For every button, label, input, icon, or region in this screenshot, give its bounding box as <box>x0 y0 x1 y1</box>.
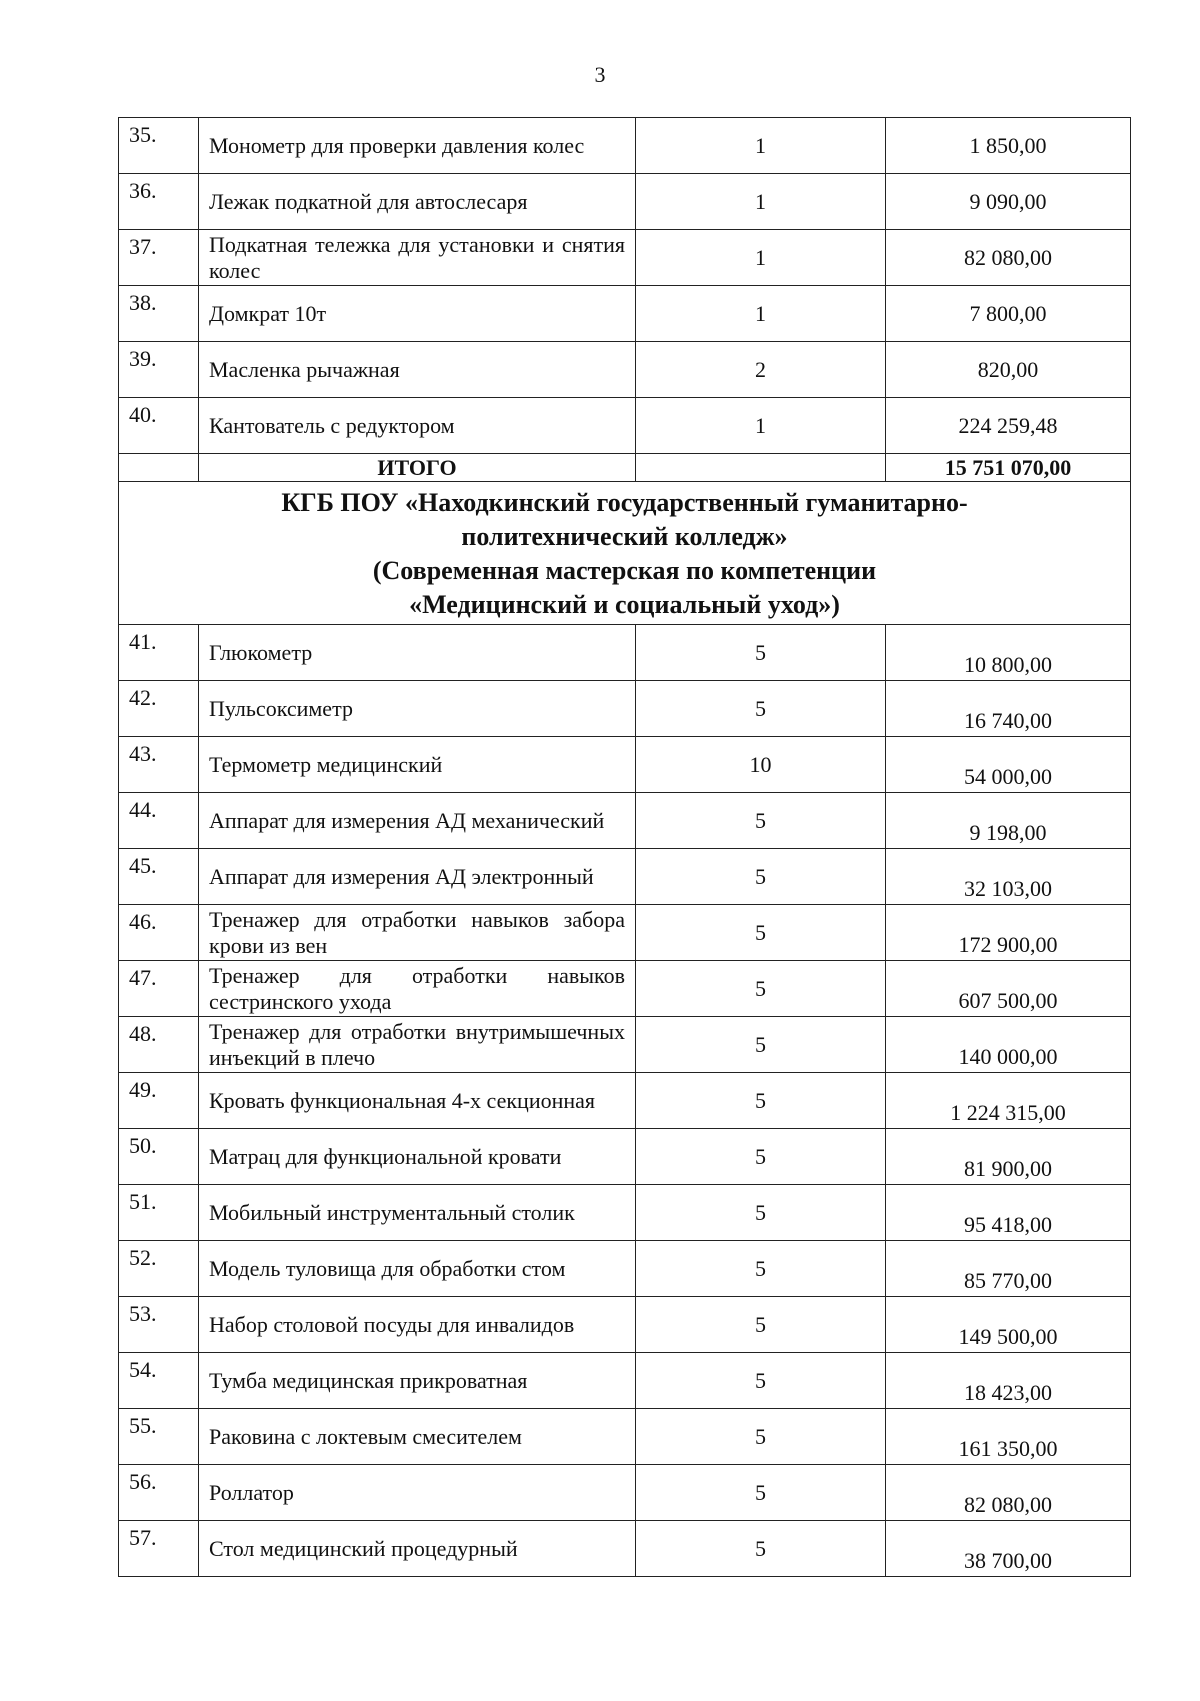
row-number: 51. <box>119 1185 199 1241</box>
item-name: Глюкометр <box>199 625 636 681</box>
table-row <box>119 230 1131 286</box>
item-price: 140 000,00 <box>886 1017 1131 1073</box>
row-number: 37. <box>119 230 199 286</box>
item-quantity: 5 <box>636 961 886 1017</box>
row-number: 36. <box>119 174 199 230</box>
page-number: 3 <box>594 62 606 87</box>
item-quantity: 5 <box>636 1465 886 1521</box>
table-row <box>119 1409 1131 1465</box>
item-quantity: 1 <box>636 118 886 174</box>
item-quantity: 5 <box>636 1185 886 1241</box>
item-price: 82 080,00 <box>886 1465 1131 1521</box>
section-heading-line: «Медицинский и социальный уход») <box>409 590 840 619</box>
item-name: Матрац для функциональной кровати <box>199 1129 636 1185</box>
item-name: Тренажер для отработки навыков сестринского ухода <box>199 961 636 1017</box>
total-value: 15 751 070,00 <box>886 454 1131 482</box>
row-number: 47. <box>119 961 199 1017</box>
item-name: Набор столовой посуды для инвалидов <box>199 1297 636 1353</box>
row-number: 43. <box>119 737 199 793</box>
row-number: 44. <box>119 793 199 849</box>
item-price: 82 080,00 <box>886 230 1131 286</box>
item-price: 7 800,00 <box>886 286 1131 342</box>
row-number: 57. <box>119 1521 199 1577</box>
item-name: Стол медицинский процедурный <box>199 1521 636 1577</box>
table-row <box>119 961 1131 1017</box>
item-price: 1 224 315,00 <box>886 1073 1131 1129</box>
row-number: 48. <box>119 1017 199 1073</box>
item-quantity: 5 <box>636 681 886 737</box>
item-quantity: 5 <box>636 1073 886 1129</box>
item-price: 1 850,00 <box>886 118 1131 174</box>
row-number: 54. <box>119 1353 199 1409</box>
item-quantity: 5 <box>636 849 886 905</box>
section-heading-line: (Современная мастерская по компетенции <box>372 556 877 585</box>
item-name: Тренажер для отработки внутримышечных инъекций в плечо <box>199 1017 636 1073</box>
table-row <box>119 398 1131 454</box>
row-number: 49. <box>119 1073 199 1129</box>
item-price: 38 700,00 <box>886 1521 1131 1577</box>
item-price: 149 500,00 <box>886 1297 1131 1353</box>
table-row <box>119 849 1131 905</box>
row-number: 40. <box>119 398 199 454</box>
item-name: Тумба медицинская прикроватная <box>199 1353 636 1409</box>
row-number: 55. <box>119 1409 199 1465</box>
item-price: 820,00 <box>886 342 1131 398</box>
row-number: 39. <box>119 342 199 398</box>
table-row <box>119 1353 1131 1409</box>
table-row <box>119 1521 1131 1577</box>
table-row <box>119 1185 1131 1241</box>
item-name: Аппарат для измерения АД электронный <box>199 849 636 905</box>
row-number: 56. <box>119 1465 199 1521</box>
item-price: 85 770,00 <box>886 1241 1131 1297</box>
item-quantity: 2 <box>636 342 886 398</box>
item-quantity: 1 <box>636 174 886 230</box>
row-number: 45. <box>119 849 199 905</box>
item-price: 224 259,48 <box>886 398 1131 454</box>
item-name: Тренажер для отработки навыков забора крови из вен <box>199 905 636 961</box>
item-quantity: 5 <box>636 793 886 849</box>
item-quantity: 5 <box>636 1521 886 1577</box>
item-price: 9 090,00 <box>886 174 1131 230</box>
table-row <box>119 174 1131 230</box>
row-number: 41. <box>119 625 199 681</box>
item-name: Лежак подкатной для автослесаря <box>199 174 636 230</box>
item-price: 32 103,00 <box>886 849 1131 905</box>
item-quantity: 5 <box>636 905 886 961</box>
row-number: 52. <box>119 1241 199 1297</box>
total-qty-cell <box>636 454 886 482</box>
table-body-part-b <box>119 625 1131 1577</box>
item-name: Кантователь с редуктором <box>199 398 636 454</box>
table-row <box>119 905 1131 961</box>
item-price: 10 800,00 <box>886 625 1131 681</box>
table-row <box>119 625 1131 681</box>
item-name: Пульсоксиметр <box>199 681 636 737</box>
item-quantity: 5 <box>636 1017 886 1073</box>
item-quantity: 5 <box>636 625 886 681</box>
table-total <box>119 454 1131 625</box>
row-number: 53. <box>119 1297 199 1353</box>
item-quantity: 5 <box>636 1241 886 1297</box>
table-row <box>119 342 1131 398</box>
table-row <box>119 1297 1131 1353</box>
total-row <box>119 454 1131 482</box>
table-row <box>119 1241 1131 1297</box>
total-label: ИТОГО <box>199 454 636 482</box>
section-heading <box>119 482 1131 625</box>
table-row <box>119 286 1131 342</box>
section-heading-line: политехнический колледж» <box>461 522 788 551</box>
item-name: Монометр для проверки давления колес <box>199 118 636 174</box>
item-quantity: 1 <box>636 230 886 286</box>
total-num-cell <box>119 454 199 482</box>
item-price: 9 198,00 <box>886 793 1131 849</box>
row-number: 35. <box>119 118 199 174</box>
row-number: 38. <box>119 286 199 342</box>
table-row <box>119 681 1131 737</box>
row-number: 50. <box>119 1129 199 1185</box>
row-number: 42. <box>119 681 199 737</box>
item-name: Роллатор <box>199 1465 636 1521</box>
section-heading-line: КГБ ПОУ «Находкинский государственный гуманитарно- <box>281 488 968 517</box>
equipment-table <box>118 117 1131 1577</box>
item-quantity: 1 <box>636 398 886 454</box>
item-price: 172 900,00 <box>886 905 1131 961</box>
table-row <box>119 118 1131 174</box>
item-name: Аппарат для измерения АД механический <box>199 793 636 849</box>
item-price: 16 740,00 <box>886 681 1131 737</box>
item-name: Мобильный инструментальный столик <box>199 1185 636 1241</box>
table-row <box>119 737 1131 793</box>
table-row <box>119 793 1131 849</box>
table-row <box>119 1017 1131 1073</box>
item-name: Подкатная тележка для установки и снятия колес <box>199 230 636 286</box>
item-price: 18 423,00 <box>886 1353 1131 1409</box>
item-quantity: 5 <box>636 1297 886 1353</box>
item-name: Масленка рычажная <box>199 342 636 398</box>
item-price: 607 500,00 <box>886 961 1131 1017</box>
table-row <box>119 1073 1131 1129</box>
item-quantity: 5 <box>636 1129 886 1185</box>
item-price: 81 900,00 <box>886 1129 1131 1185</box>
item-name: Термометр медицинский <box>199 737 636 793</box>
table-row <box>119 1129 1131 1185</box>
table-body-part-a <box>119 118 1131 454</box>
item-name: Модель туловища для обработки стом <box>199 1241 636 1297</box>
item-quantity: 1 <box>636 286 886 342</box>
section-heading-row <box>119 482 1131 625</box>
item-quantity: 5 <box>636 1353 886 1409</box>
row-number: 46. <box>119 905 199 961</box>
item-price: 95 418,00 <box>886 1185 1131 1241</box>
item-quantity: 10 <box>636 737 886 793</box>
table-row <box>119 1465 1131 1521</box>
item-name: Кровать функциональная 4-х секционная <box>199 1073 636 1129</box>
item-name: Раковина с локтевым смесителем <box>199 1409 636 1465</box>
item-quantity: 5 <box>636 1409 886 1465</box>
item-price: 161 350,00 <box>886 1409 1131 1465</box>
item-name: Домкрат 10т <box>199 286 636 342</box>
item-price: 54 000,00 <box>886 737 1131 793</box>
